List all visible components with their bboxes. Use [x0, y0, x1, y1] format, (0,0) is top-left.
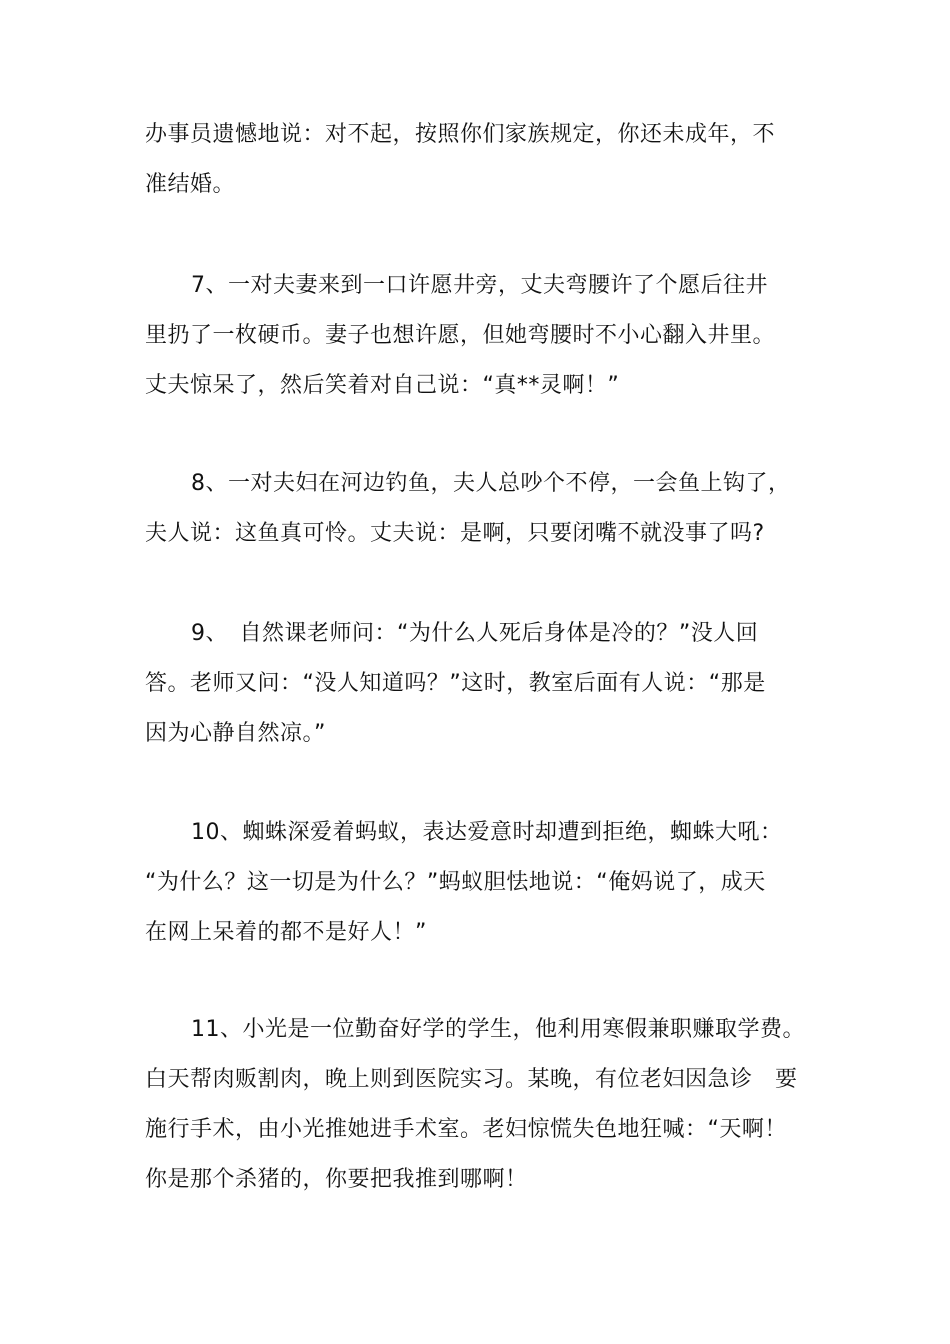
text-line: 11、小光是一位勤奋好学的学生，他利用寒假兼职赚取学费。: [191, 1017, 805, 1042]
paragraph-continuation: [145, 110, 815, 210]
paragraph-joke-7: [145, 261, 815, 411]
text-line: 8、一对夫妇在河边钓鱼，夫人总吵个不停，一会鱼上钩了，: [191, 471, 791, 496]
text-line: 丈夫惊呆了，然后笑着对自己说：“真**灵啊！”: [145, 373, 620, 398]
paragraph-joke-10: [145, 808, 815, 958]
text-line: “为什么？这一切是为什么？”蚂蚁胆怯地说：“俺妈说了，成天: [145, 870, 766, 895]
paragraph-joke-8: [145, 459, 815, 559]
paragraph-joke-11: [145, 1005, 815, 1205]
text-line: 白天帮肉贩割肉，晚上则到医院实习。某晚，有位老妇因急诊 要: [145, 1067, 798, 1092]
text-line: 在网上呆着的都不是好人！”: [145, 920, 427, 945]
paragraph-joke-9: [145, 609, 815, 759]
text-line: 10、蜘蛛深爱着蚂蚁，表达爱意时却遭到拒绝，蜘蛛大吼：: [191, 820, 783, 845]
text-line: 里扔了一枚硬币。妻子也想许愿，但她弯腰时不小心翻入井里。: [145, 323, 776, 348]
text-line: 施行手术，由小光推她进手术室。老妇惊慌失色地狂喊：“天啊！: [145, 1117, 787, 1142]
text-line: 办事员遗憾地说：对不起，按照你们家族规定，你还未成年，不: [145, 122, 776, 147]
text-line: 你是那个杀猪的，你要把我推到哪啊！: [145, 1167, 528, 1192]
text-line: 答。老师又问：“没人知道吗？”这时，教室后面有人说：“那是: [145, 671, 766, 696]
text-line: 因为心静自然凉。”: [145, 721, 326, 746]
text-line: 7、一对夫妻来到一口许愿井旁，丈夫弯腰许了个愿后往井: [191, 273, 768, 298]
text-line: 9、 自然课老师问：“为什么人死后身体是冷的？”没人回: [191, 621, 759, 646]
text-line: 准结婚。: [145, 172, 236, 197]
text-line: 夫人说：这鱼真可怜。丈夫说：是啊，只要闭嘴不就没事了吗?: [145, 521, 765, 546]
